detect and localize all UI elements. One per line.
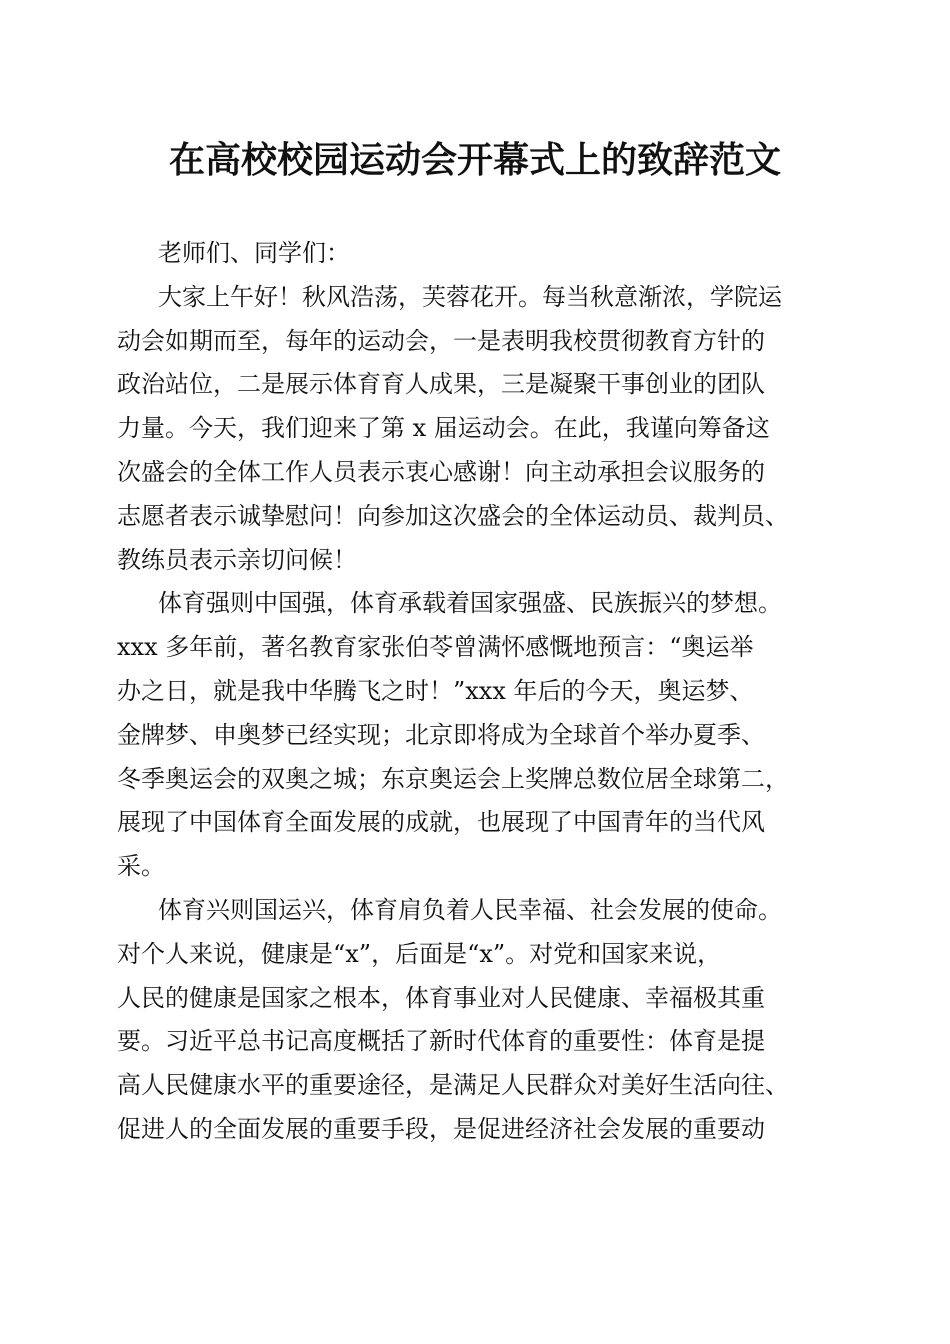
paragraph-line: 要。习近平总书记高度概括了新时代体育的重要性：体育是提 (117, 1027, 765, 1056)
document-body (117, 232, 837, 1152)
paragraph-first-line: 大家上午好！秋风浩荡，芙蓉花开。每当秋意渐浓，学院运 (158, 282, 782, 311)
paragraph-line: 办之日，就是我中华腾飞之时！”xxx 年后的今天，奥运梦、 (117, 676, 754, 705)
paragraph-line: 展现了中国体育全面发展的成就，也展现了中国青年的当代风 (117, 808, 765, 837)
paragraph-line: 促进人的全面发展的重要手段，是促进经济社会发展的重要动 (117, 1114, 765, 1143)
paragraph-line: 志愿者表示诚挚慰问！向参加这次盛会的全体运动员、裁判员、 (117, 501, 789, 530)
paragraph-line: 对个人来说，健康是“x”，后面是“x”。对党和国家来说， (117, 939, 722, 968)
document-title: 在高校校园运动会开幕式上的致辞范文 (168, 139, 781, 181)
paragraph-line: 金牌梦、申奥梦已经实现；北京即将成为全球首个举办夏季、 (117, 720, 765, 749)
paragraph-first-line: 老师们、同学们： (158, 239, 350, 267)
paragraph-line: 教练员表示亲切问候！ (117, 545, 357, 574)
paragraph-first-line: 体育强则中国强，体育承载着国家强盛、民族振兴的梦想。 (158, 589, 782, 618)
paragraph-line: 人民的健康是国家之根本，体育事业对人民健康、幸福极其重 (117, 983, 765, 1012)
paragraph-line: 冬季奥运会的双奥之城；东京奥运会上奖牌总数位居全球第二， (117, 764, 789, 793)
paragraph-line: 动会如期而至，每年的运动会，一是表明我校贯彻教育方针的 (117, 326, 765, 355)
paragraph-line: 力量。今天，我们迎来了第 x 届运动会。在此，我谨向筹备这 (117, 414, 770, 443)
paragraph-line: 政治站位，二是展示体育育人成果，三是凝聚干事创业的团队 (117, 370, 765, 399)
paragraph-first-line: 体育兴则国运兴，体育肩负着人民幸福、社会发展的使命。 (158, 895, 782, 924)
paragraph-line: xxx 多年前，著名教育家张伯苓曾满怀感慨地预言：“奥运举 (117, 633, 754, 662)
paragraph-line: 次盛会的全体工作人员表示衷心感谢！向主动承担会议服务的 (117, 457, 765, 486)
paragraph-line: 采。 (117, 852, 165, 881)
paragraph-line: 高人民健康水平的重要途径，是满足人民群众对美好生活向往、 (117, 1071, 789, 1100)
